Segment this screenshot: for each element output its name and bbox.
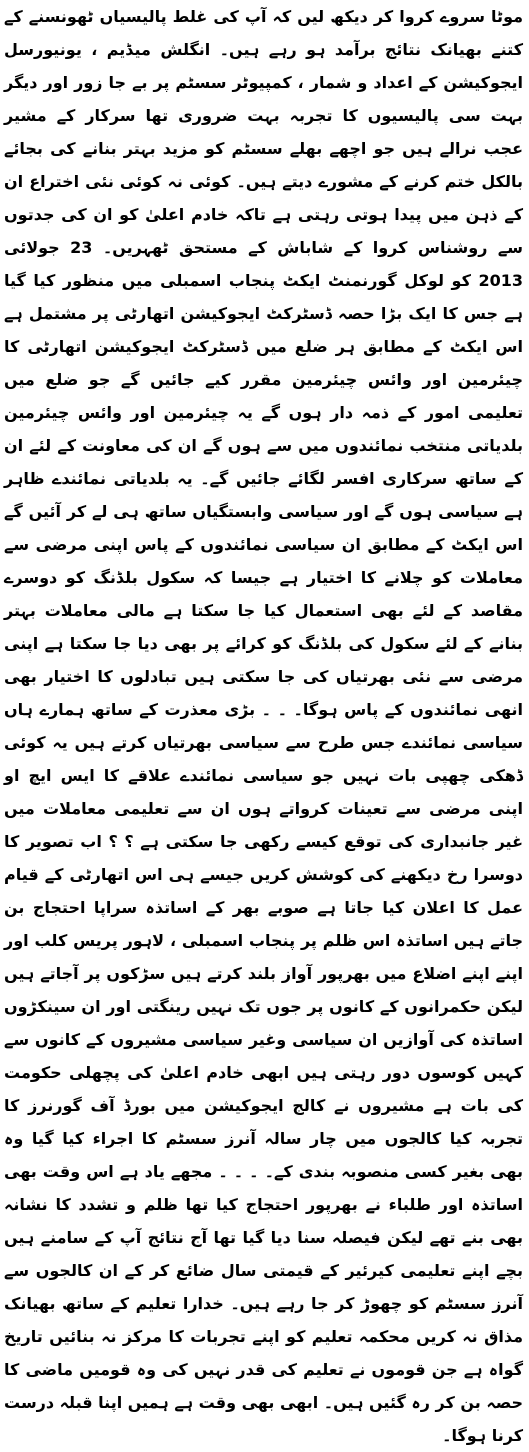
article-body: موٹا سروے کروا کر دیکھ لیں کہ آپ کی غلط پالیسیاں ٹھونسنے کے کتنے بھیانک نتائج برآمد ہو رہے ہیں۔ انگلش میڈیم ، یونیورسل ایجوکیشن کے اعداد و شمار ، کمپیوٹر سسٹم پر بے جا زور اور دیگر بہت سی پالیسیوں کا تجربہ بہت ضروری تھا سرکار کے مشیر عجب نرالے ہیں جو اچھے بھلے سسٹم کو مزید بہتر بنانے کی بجائے بالکل ختم کرنے کے مشورے دیتے ہیں۔ کوئی نہ کوئی نئی اختراع ان کے ذہن میں پیدا ہوتی رہتی ہے تاکہ خادم اعلیٰ کو ان کی جدتوں سے روشناس کروا کے شاباش کے مستحق ٹھہریں۔ 23 جولائی 2013 کو لوکل گورنمنٹ ایکٹ پنجاب اسمبلی میں منظور کیا گیا ہے جس کا ایک بڑا حصہ ڈسٹرکٹ ایجوکیشن اتھارٹی پر مشتمل ہے اس ایکٹ کے مطابق ہر ضلع میں ڈسٹرکٹ ایجوکیشن اتھارٹی کا چیئرمین اور وائس چیئرمین مقرر کیے جائیں گے جو ضلع میں تعلیمی امور کے ذمہ دار ہوں گے یہ چیئرمین اور وائس چیئرمین بلدیاتی منتخب نمائندوں میں سے ہوں گے ان کی معاونت کے لئے ان کے ساتھ سرکاری افسر لگائے جائیں گے۔ یہ بلدیاتی نمائندے ظاہر ہے سیاسی ہوں گے اور سیاسی وابستگیاں ساتھ ہی لے کر آئیں گے اس ایکٹ کے مطابق ان سیاسی نمائندوں کے پاس اپنی مرضی سے معاملات کو چلانے کا اختیار ہے جیسا کہ سکول بلڈنگ کو دوسرے مقاصد کے لئے بھی استعمال کیا جا سکتا ہے مالی معاملات بہتر بنانے کے لئے سکول کی بلڈنگ کو کرائے پر بھی دیا جا سکتا ہے اپنی مرضی سے نئی بھرتیاں کی جا سکتی ہیں تبادلوں کا اختیار بھی انھی نمائندوں کے پاس ہوگا۔ ۔ ۔ بڑی معذرت کے ساتھ ہمارے ہاں سیاسی نمائندے جس طرح سے سیاسی بھرتیاں کرتے ہیں یہ کوئی ڈھکی چھپی بات نہیں جو سیاسی نمائندے علاقے کا ایس ایچ او اپنی مرضی سے تعینات کرواتے ہوں ان سے تعلیمی معاملات میں غیر جانبداری کی توقع کیسے رکھی جا سکتی ہے ؟ ؟ اب تصویر کا دوسرا رخ دیکھنے کی کوشش کریں جیسے ہی اس اتھارٹی کے قیام عمل کا اعلان کیا جاتا ہے صوبے بھر کے اساتذہ سراپا احتجاج بن جاتے ہیں اساتذہ اس ظلم پر پنجاب اسمبلی ، لاہور پریس کلب اور اپنے اپنے اضلاع میں بھرپور آواز بلند کرتے ہیں سڑکوں پر آجاتے ہیں لیکن حکمرانوں کے کانوں پر جوں تک نہیں رینگتی اور ان سینکڑوں اساتذہ کی آوازیں ان سیاسی وغیر سیاسی مشیروں کے کانوں سے کہیں کوسوں دور رہتی ہیں ابھی خادم اعلیٰ کی پچھلی حکومت کی بات ہے مشیروں نے کالج ایجوکیشن میں بورڈ آف گورنرز کا تجربہ کیا کالجوں میں چار سالہ آنرز سسٹم کا اجراء کیا گیا وہ بھی بغیر کسی منصوبہ بندی کے۔ ۔ ۔ ۔ مجھے یاد ہے اس وقت بھی اساتذہ اور طلباء نے بھرپور احتجاج کیا تھا ظلم و تشدد کا نشانہ بھی بنے تھے لیکن فیصلہ سنا دیا گیا تھا آج نتائج آپ کے سامنے ہیں بچے اپنے تعلیمی کیرئیر کے قیمتی سال ضائع کر کے ان کالجوں سے آنرز سسٹم کو چھوڑ کر جا رہے ہیں۔ خدارا تعلیم کے ساتھ بھیانک مذاق نہ کریں محکمہ تعلیم کو اپنے تجربات کا مرکز نہ بنائیں تاریخ گواہ ہے جن قوموں نے تعلیم کی قدر نہیں کی وہ قومیں ماضی کا حصہ بن کر رہ گئیں ہیں۔ ابھی بھی وقت ہے ہمیں اپنا قبلہ درست کرنا ہوگا۔ [4, 7, 523, 1445]
